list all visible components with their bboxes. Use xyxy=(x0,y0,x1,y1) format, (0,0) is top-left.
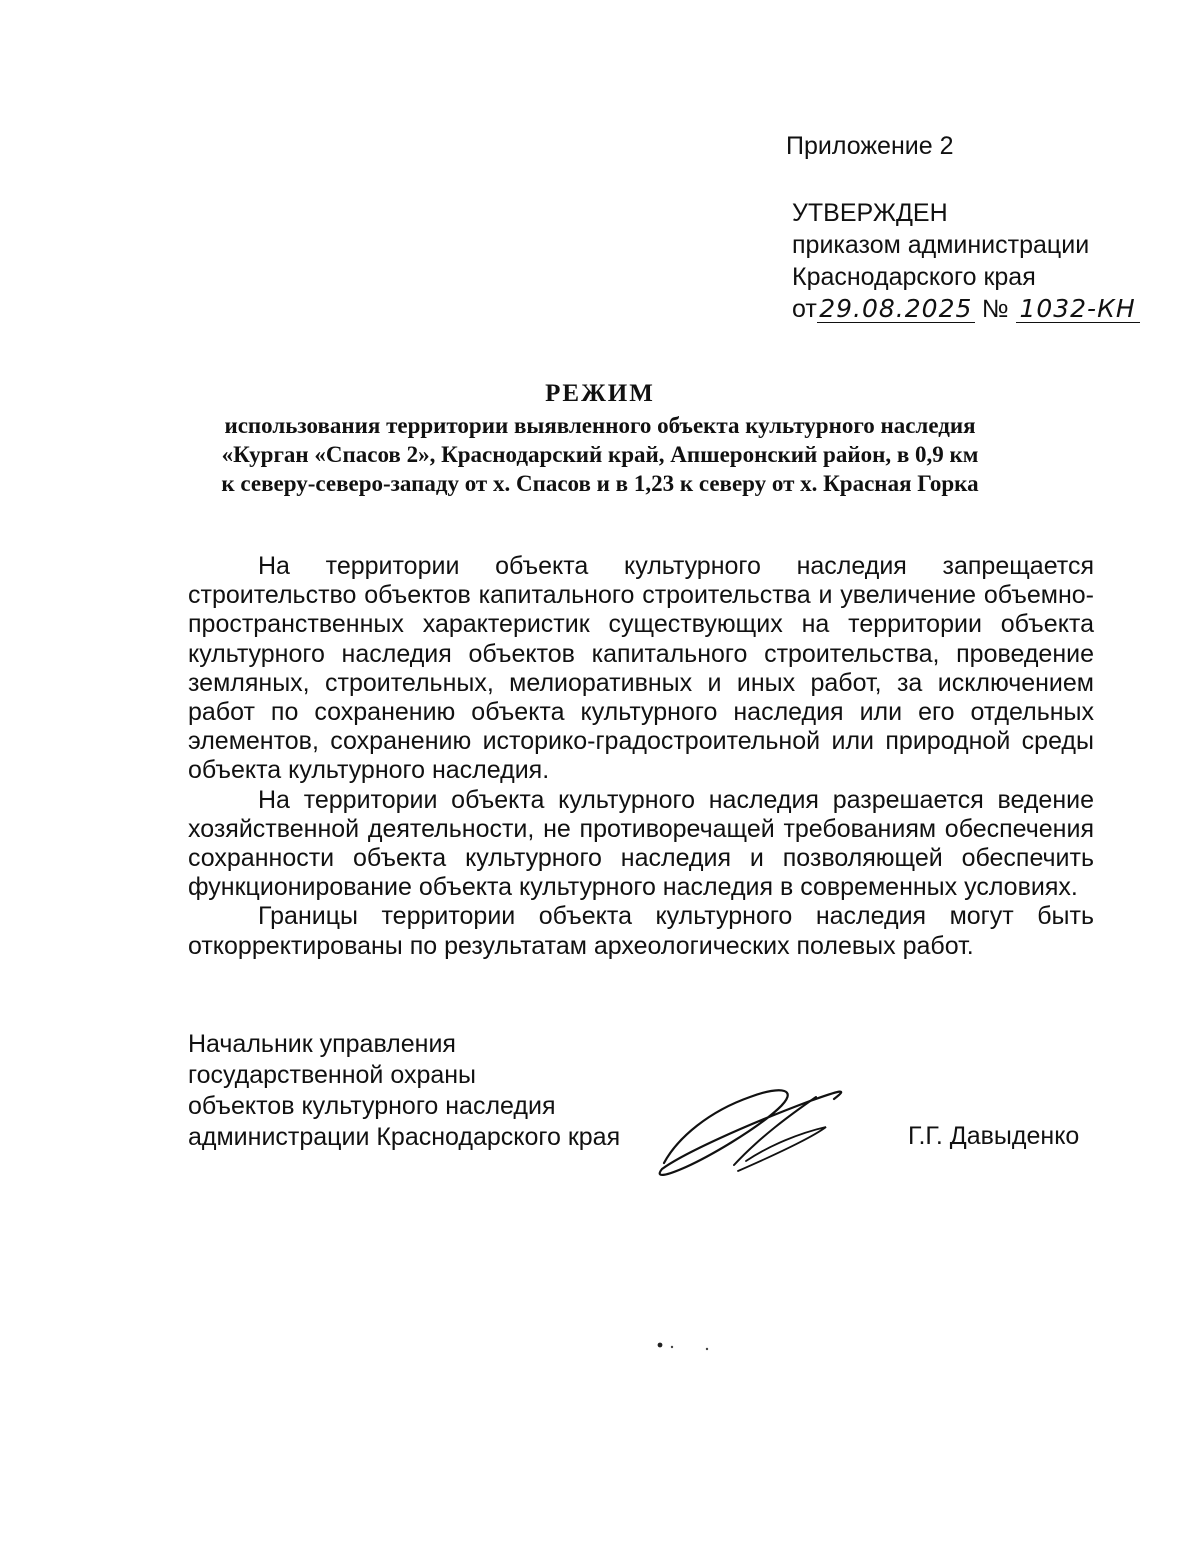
approval-date-line xyxy=(792,293,1140,325)
document-title xyxy=(150,377,1050,498)
title-line-1: использования территории выявленного объекта культурного наследия xyxy=(224,413,976,438)
paragraph-3: Границы территории объекта культурного наследия могут быть откорректированы по результатам археологических полевых работ. xyxy=(188,902,1094,960)
title-line-3: к северу-северо-западу от х. Спасов и в 1,23 к северу от х. Красная Горка xyxy=(221,471,979,496)
signer-title-line-4: администрации Краснодарского края xyxy=(188,1123,621,1151)
signer-title-line-2: государственной охраны xyxy=(188,1061,477,1089)
paragraph-2: На территории объекта культурного наследия разрешается ведение хозяйственной деятельности, не противоречащей требованиям обеспечения сохранности объекта культурного наследия и позволяющей обеспечить функционирование объекта культурного наследия в современных условиях. xyxy=(188,785,1094,902)
signer-position xyxy=(188,1029,620,1153)
scan-dots xyxy=(650,1335,720,1355)
approval-status: УТВЕРЖДЕН xyxy=(792,199,948,227)
handwritten-number: 1032-КН xyxy=(1016,296,1140,323)
approval-stamp xyxy=(792,197,1140,325)
handwritten-date: 29.08.2025 xyxy=(817,296,975,323)
paragraph-1: На территории объекта культурного наследия запрещается строительство объектов капитального строительства и увеличение объемно-пространственных характеристик существующих на территории объекта культурного наследия объектов капитального строительства, проведение земляных, строительных, мелиоративных и иных работ, за исключением работ по сохранению объекта культурного наследия или его отдельных элементов, сохранению историко-градостроительной или природной среды объекта культурного наследия. xyxy=(188,552,1094,785)
title-main: РЕЖИМ xyxy=(545,380,655,407)
title-line-2: «Курган «Спасов 2», Краснодарский край, Апшеронский район, в 0,9 км xyxy=(221,442,979,467)
handwritten-signature-icon xyxy=(650,1075,860,1185)
signer-name: Г.Г. Давыденко xyxy=(908,1122,1080,1150)
signer-title-line-3: объектов культурного наследия xyxy=(188,1092,556,1120)
approval-line-2: Краснодарского края xyxy=(792,263,1036,291)
document-body xyxy=(188,552,1094,961)
number-prefix: № xyxy=(981,295,1009,323)
date-prefix: от xyxy=(792,295,817,323)
approval-line-1: приказом администрации xyxy=(792,231,1090,259)
signer-title-line-1: Начальник управления xyxy=(188,1030,456,1058)
appendix-label: Приложение 2 xyxy=(786,132,954,160)
